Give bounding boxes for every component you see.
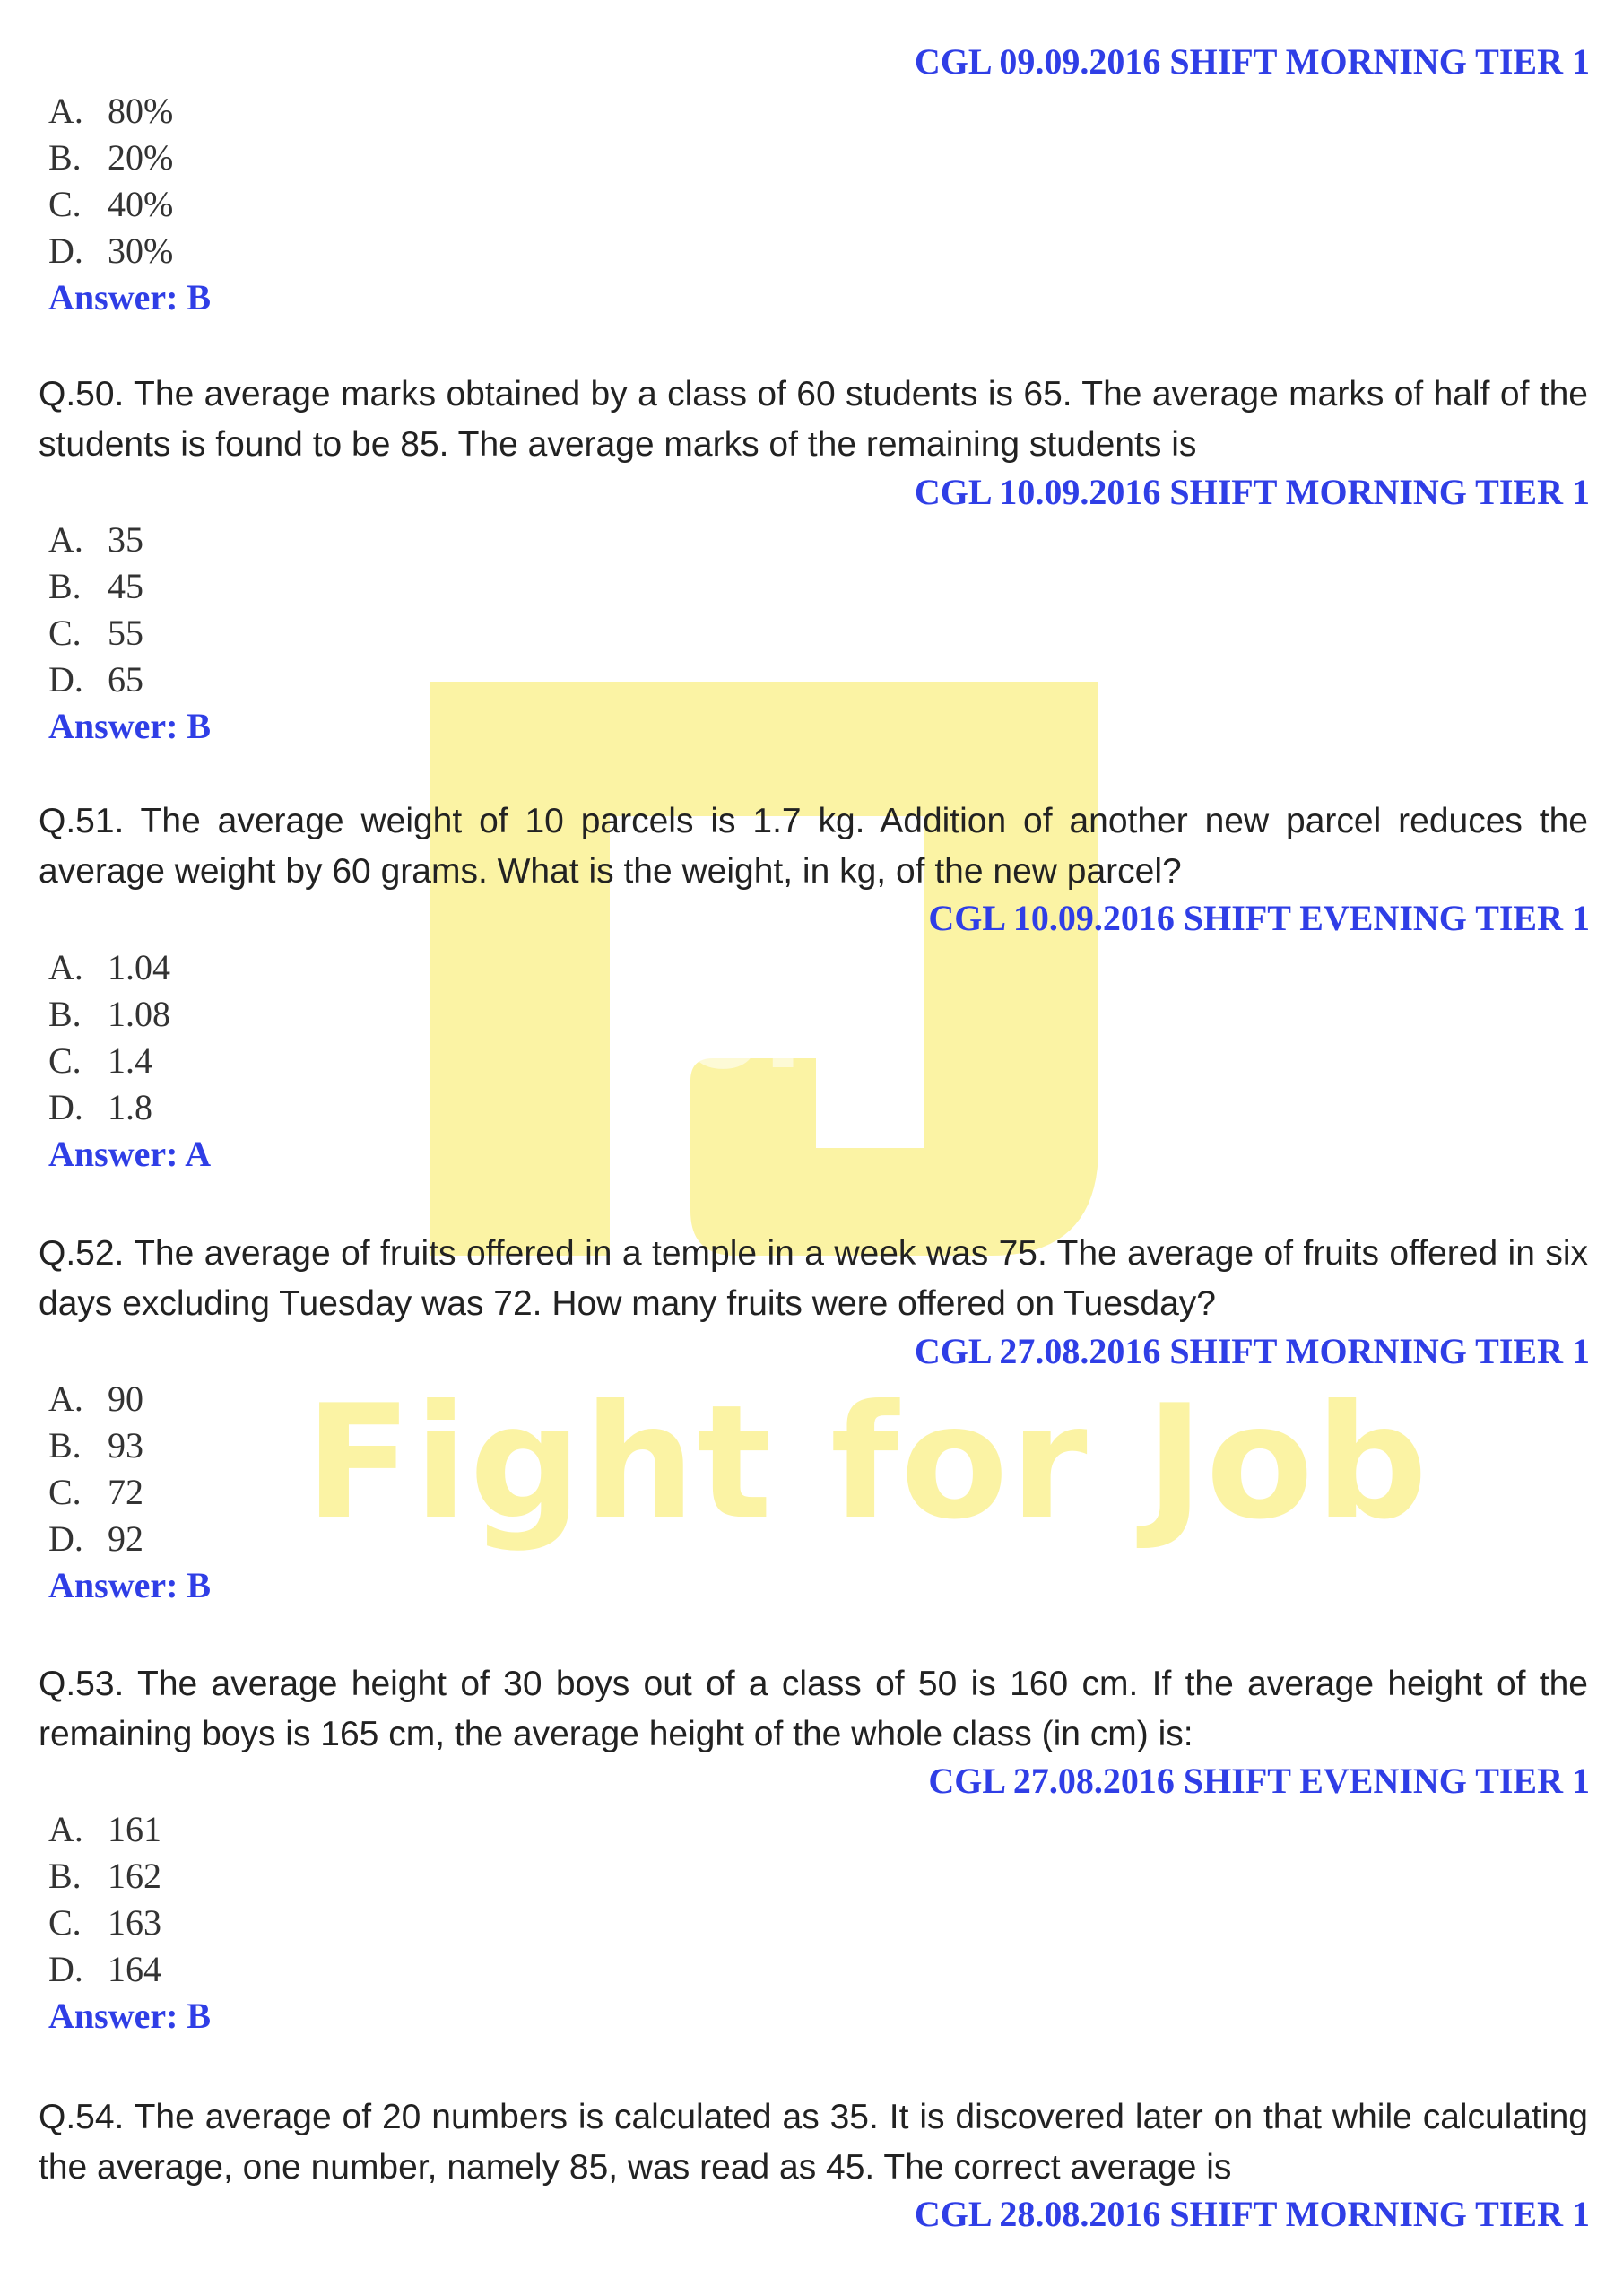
answer-label: Answer: B bbox=[48, 1996, 212, 2036]
question-source: CGL 27.08.2016 SHIFT MORNING TIER 1 bbox=[914, 1331, 1590, 1371]
answer-label: Answer: A bbox=[48, 1134, 212, 1174]
answer-label: Answer: B bbox=[48, 277, 212, 317]
option-b: B. 20% bbox=[48, 137, 174, 178]
question-text: Q.52. The average of fruits offered in a temple in a week was 75. The average of fruits offered in six days excluding Tuesday was 72. How many fruits were offered on Tuesday? bbox=[39, 1234, 1588, 1323]
option-a: A. 1.04 bbox=[48, 947, 170, 987]
option-a: A. 35 bbox=[48, 519, 143, 560]
question-source: CGL 27.08.2016 SHIFT EVENING TIER 1 bbox=[928, 1761, 1590, 1801]
answer-label: Answer: B bbox=[48, 1565, 212, 1605]
option-b: B. 1.08 bbox=[48, 994, 170, 1034]
option-c: C. 55 bbox=[48, 613, 143, 653]
option-c: C. 163 bbox=[48, 1902, 161, 1943]
option-d: D. 65 bbox=[48, 659, 143, 700]
watermark-text: Fight for Job bbox=[305, 1372, 1430, 1554]
option-a: A. 90 bbox=[48, 1378, 143, 1419]
question-text: Q.54. The average of 20 numbers is calculated as 35. It is discovered later on that while calculating the average, one number, namely 85, was read as 45. The correct average is bbox=[39, 2098, 1588, 2187]
svg-text:for: for bbox=[632, 959, 820, 1095]
option-b: B. 93 bbox=[48, 1425, 143, 1465]
option-b: B. 45 bbox=[48, 566, 143, 606]
question-source: CGL 09.09.2016 SHIFT MORNING TIER 1 bbox=[914, 41, 1590, 82]
option-a: A. 161 bbox=[48, 1809, 161, 1849]
option-c: C. 1.4 bbox=[48, 1040, 152, 1081]
option-b: B. 162 bbox=[48, 1856, 161, 1896]
option-d: D. 30% bbox=[48, 230, 174, 271]
option-c: C. 40% bbox=[48, 184, 174, 224]
option-d: D. 164 bbox=[48, 1949, 161, 1989]
option-d: D. 1.8 bbox=[48, 1087, 152, 1127]
option-a: A. 80% bbox=[48, 91, 174, 131]
question-text: Q.53. The average height of 30 boys out of a class of 50 is 160 cm. If the average height of the remaining boys is 165 cm, the average height of the whole class (in cm) is: bbox=[39, 1665, 1588, 1753]
option-c: C. 72 bbox=[48, 1472, 143, 1512]
option-d: D. 92 bbox=[48, 1518, 143, 1559]
question-text: Q.51. The average weight of 10 parcels is 1.7 kg. Addition of another new parcel reduces the average weight by 60 grams. What is the weight, in kg, of the new parcel? bbox=[39, 802, 1588, 891]
question-source: CGL 10.09.2016 SHIFT MORNING TIER 1 bbox=[914, 472, 1590, 512]
answer-label: Answer: B bbox=[48, 706, 212, 746]
question-source: CGL 10.09.2016 SHIFT EVENING TIER 1 bbox=[928, 898, 1590, 938]
question-text: Q.50. The average marks obtained by a class of 60 students is 65. The average marks of half of the students is found to be 85. The average marks of the remaining students is bbox=[39, 375, 1588, 464]
question-source: CGL 28.08.2016 SHIFT MORNING TIER 1 bbox=[914, 2194, 1590, 2234]
